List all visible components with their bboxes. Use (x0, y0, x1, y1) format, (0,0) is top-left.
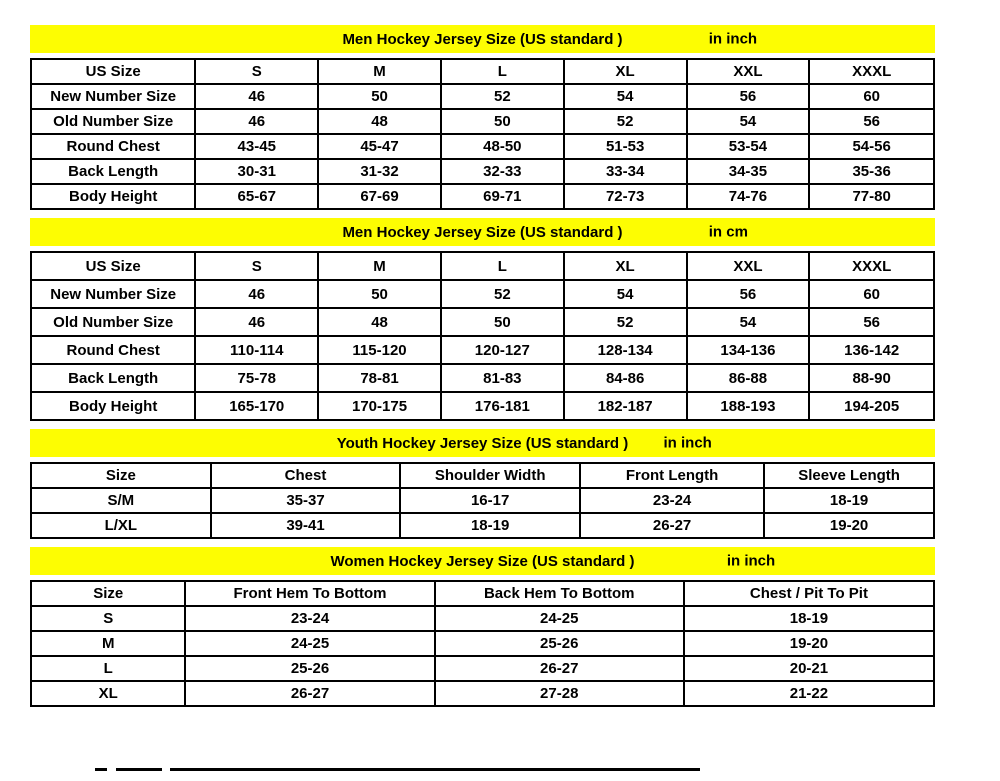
table-title-bar (30, 429, 935, 457)
row-label-cell: S/M (31, 488, 211, 513)
column-header: Front Hem To Bottom (185, 581, 434, 606)
value-cell: 53-54 (687, 134, 810, 159)
row-label-cell: Old Number Size (31, 109, 195, 134)
value-cell: 30-31 (195, 159, 318, 184)
value-cell: 50 (318, 280, 441, 308)
value-cell: 84-86 (564, 364, 687, 392)
value-cell: 72-73 (564, 184, 687, 209)
column-header: Back Hem To Bottom (435, 581, 684, 606)
column-header: M (318, 59, 441, 84)
value-cell: 52 (564, 109, 687, 134)
value-cell: 32-33 (441, 159, 564, 184)
row-label-cell: New Number Size (31, 280, 195, 308)
table-title-bar (30, 218, 935, 246)
value-cell: 26-27 (580, 513, 764, 538)
table-row (31, 84, 934, 109)
table-row (31, 336, 934, 364)
value-cell: 182-187 (564, 392, 687, 420)
row-label-cell: Back Length (31, 364, 195, 392)
value-cell: 52 (441, 84, 564, 109)
column-header: L (441, 252, 564, 280)
column-header: Front Length (580, 463, 764, 488)
value-cell: 54-56 (809, 134, 934, 159)
men-jersey-size-inch-table (30, 58, 935, 210)
value-cell: 110-114 (195, 336, 318, 364)
cropped-border-segment (116, 768, 162, 771)
value-cell: 46 (195, 308, 318, 336)
row-label-cell: L/XL (31, 513, 211, 538)
value-cell: 48 (318, 109, 441, 134)
header-row (31, 59, 934, 84)
value-cell: 46 (195, 280, 318, 308)
row-label-cell: Body Height (31, 392, 195, 420)
value-cell: 25-26 (185, 656, 434, 681)
table-row (31, 134, 934, 159)
column-header: S (195, 252, 318, 280)
value-cell: 54 (564, 84, 687, 109)
column-header: XXXL (809, 252, 934, 280)
value-cell: 18-19 (400, 513, 580, 538)
value-cell: 26-27 (185, 681, 434, 706)
table-row (31, 606, 934, 631)
table-title: Men Hockey Jersey Size (US standard ) (342, 30, 623, 48)
value-cell: 67-69 (318, 184, 441, 209)
value-cell: 45-47 (318, 134, 441, 159)
table-row (31, 308, 934, 336)
value-cell: 33-34 (564, 159, 687, 184)
men-jersey-size-inch-table-section (30, 25, 935, 210)
value-cell: 65-67 (195, 184, 318, 209)
cropped-border-segment (170, 768, 700, 771)
value-cell: 48 (318, 308, 441, 336)
table-row (31, 631, 934, 656)
table-unit-label: in inch (726, 552, 776, 570)
row-label-cell: Round Chest (31, 336, 195, 364)
value-cell: 77-80 (809, 184, 934, 209)
table-title-bar (30, 25, 935, 53)
table-title: Women Hockey Jersey Size (US standard ) (330, 552, 635, 570)
table-row (31, 392, 934, 420)
row-label-cell: S (31, 606, 185, 631)
row-label-cell: New Number Size (31, 84, 195, 109)
value-cell: 56 (687, 280, 810, 308)
value-cell: 31-32 (318, 159, 441, 184)
table-row (31, 488, 934, 513)
column-header: Chest / Pit To Pit (684, 581, 934, 606)
value-cell: 78-81 (318, 364, 441, 392)
value-cell: 56 (809, 308, 934, 336)
column-header: US Size (31, 252, 195, 280)
row-label-cell: Back Length (31, 159, 195, 184)
column-header: L (441, 59, 564, 84)
value-cell: 54 (564, 280, 687, 308)
value-cell: 60 (809, 84, 934, 109)
value-cell: 23-24 (185, 606, 434, 631)
table-unit-label: in inch (663, 434, 712, 452)
column-header: XL (564, 59, 687, 84)
column-header: Chest (211, 463, 401, 488)
value-cell: 19-20 (684, 631, 934, 656)
value-cell: 75-78 (195, 364, 318, 392)
value-cell: 26-27 (435, 656, 684, 681)
value-cell: 81-83 (441, 364, 564, 392)
value-cell: 176-181 (441, 392, 564, 420)
youth-jersey-size-inch-table-section (30, 429, 935, 539)
value-cell: 46 (195, 84, 318, 109)
value-cell: 194-205 (809, 392, 934, 420)
value-cell: 56 (687, 84, 810, 109)
cropped-border-segment (95, 768, 107, 771)
column-header: Size (31, 463, 211, 488)
table-row (31, 184, 934, 209)
value-cell: 34-35 (687, 159, 810, 184)
value-cell: 86-88 (687, 364, 810, 392)
value-cell: 54 (687, 308, 810, 336)
column-header: US Size (31, 59, 195, 84)
value-cell: 19-20 (764, 513, 934, 538)
table-title: Men Hockey Jersey Size (US standard ) (342, 223, 623, 241)
value-cell: 50 (318, 84, 441, 109)
value-cell: 69-71 (441, 184, 564, 209)
value-cell: 35-36 (809, 159, 934, 184)
value-cell: 170-175 (318, 392, 441, 420)
table-title-bar (30, 547, 935, 575)
youth-jersey-size-inch-table (30, 462, 935, 539)
value-cell: 35-37 (211, 488, 401, 513)
column-header: Sleeve Length (764, 463, 934, 488)
value-cell: 24-25 (185, 631, 434, 656)
row-label-cell: Body Height (31, 184, 195, 209)
value-cell: 115-120 (318, 336, 441, 364)
value-cell: 16-17 (400, 488, 580, 513)
value-cell: 74-76 (687, 184, 810, 209)
row-label-cell: L (31, 656, 185, 681)
women-jersey-size-inch-table (30, 580, 935, 707)
value-cell: 52 (564, 308, 687, 336)
men-jersey-size-cm-table-section (30, 218, 935, 421)
women-jersey-size-inch-table-section (30, 547, 935, 707)
cropped-table-edge (0, 768, 1000, 771)
header-row (31, 463, 934, 488)
value-cell: 23-24 (580, 488, 764, 513)
value-cell: 43-45 (195, 134, 318, 159)
value-cell: 60 (809, 280, 934, 308)
value-cell: 27-28 (435, 681, 684, 706)
value-cell: 134-136 (687, 336, 810, 364)
column-header: Size (31, 581, 185, 606)
value-cell: 25-26 (435, 631, 684, 656)
value-cell: 48-50 (441, 134, 564, 159)
row-label-cell: XL (31, 681, 185, 706)
table-row (31, 280, 934, 308)
table-unit-label: in inch (708, 30, 758, 48)
column-header: S (195, 59, 318, 84)
table-row (31, 513, 934, 538)
row-label-cell: Old Number Size (31, 308, 195, 336)
value-cell: 50 (441, 109, 564, 134)
table-row (31, 364, 934, 392)
row-label-cell: M (31, 631, 185, 656)
table-title: Youth Hockey Jersey Size (US standard ) (336, 434, 629, 452)
value-cell: 54 (687, 109, 810, 134)
table-row (31, 159, 934, 184)
value-cell: 52 (441, 280, 564, 308)
value-cell: 51-53 (564, 134, 687, 159)
size-charts (30, 25, 935, 715)
value-cell: 46 (195, 109, 318, 134)
value-cell: 24-25 (435, 606, 684, 631)
column-header: XL (564, 252, 687, 280)
column-header: Shoulder Width (400, 463, 580, 488)
value-cell: 88-90 (809, 364, 934, 392)
column-header: XXL (687, 252, 810, 280)
men-jersey-size-cm-table (30, 251, 935, 421)
value-cell: 50 (441, 308, 564, 336)
value-cell: 56 (809, 109, 934, 134)
value-cell: 21-22 (684, 681, 934, 706)
table-row (31, 681, 934, 706)
column-header: XXL (687, 59, 810, 84)
value-cell: 39-41 (211, 513, 401, 538)
value-cell: 128-134 (564, 336, 687, 364)
header-row (31, 252, 934, 280)
row-label-cell: Round Chest (31, 134, 195, 159)
column-header: M (318, 252, 441, 280)
value-cell: 18-19 (684, 606, 934, 631)
value-cell: 120-127 (441, 336, 564, 364)
header-row (31, 581, 934, 606)
table-unit-label: in cm (708, 223, 748, 241)
table-row (31, 109, 934, 134)
value-cell: 136-142 (809, 336, 934, 364)
column-header: XXXL (809, 59, 934, 84)
value-cell: 188-193 (687, 392, 810, 420)
value-cell: 18-19 (764, 488, 934, 513)
value-cell: 165-170 (195, 392, 318, 420)
value-cell: 20-21 (684, 656, 934, 681)
table-row (31, 656, 934, 681)
